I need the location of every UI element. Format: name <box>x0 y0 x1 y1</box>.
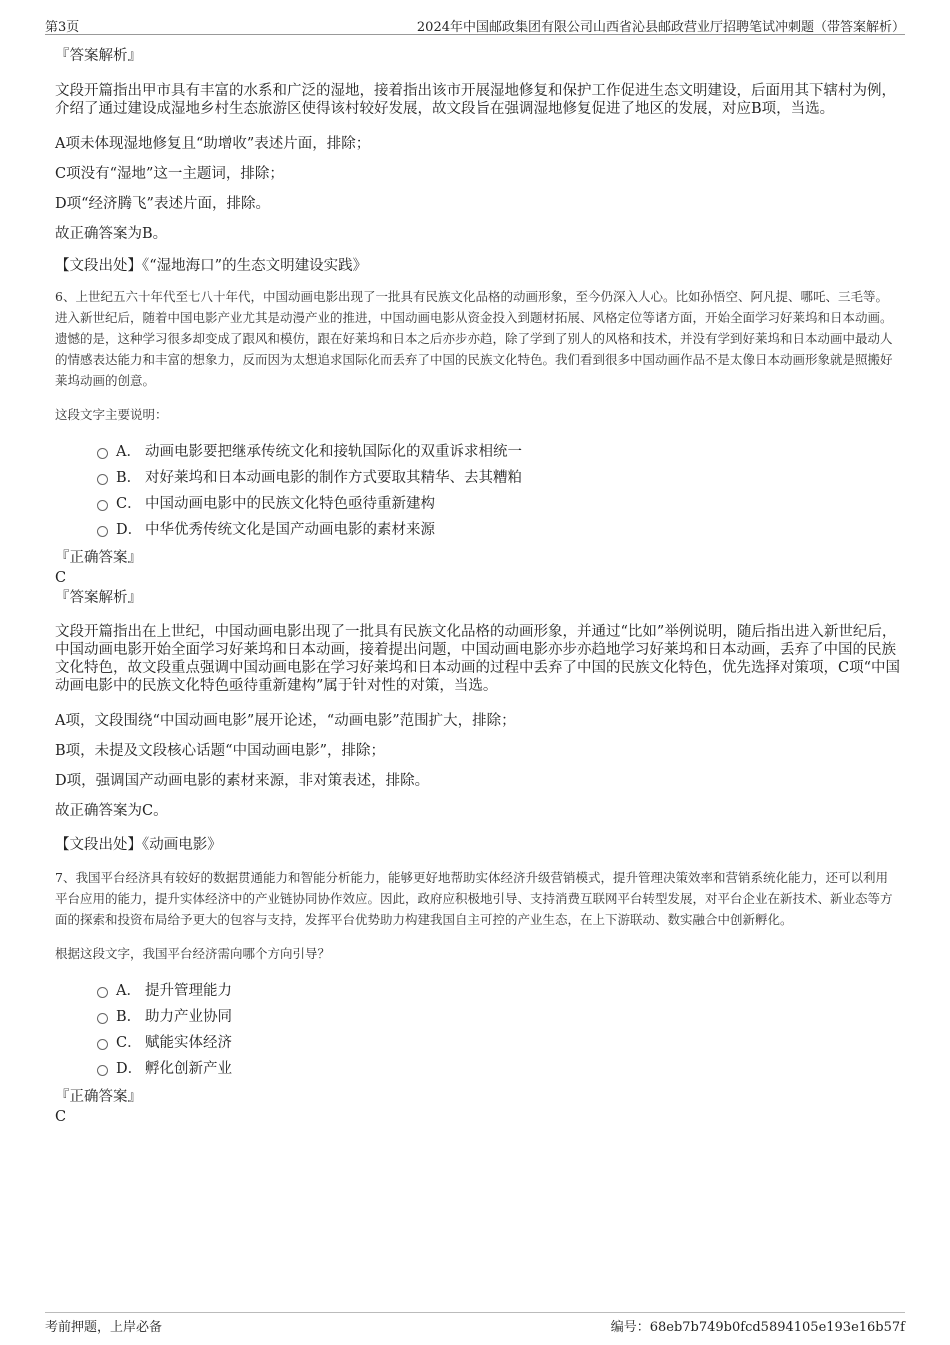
page-content <box>55 42 900 1126</box>
q6-option-b[interactable] <box>55 465 900 491</box>
q6-option-a-note: A项，文段围绕“中国动画电影”展开论述，“动画电影”范围扩大，排除； <box>55 713 516 729</box>
q6-options <box>55 439 900 543</box>
option-letter: C． <box>116 496 142 512</box>
q6-option-c[interactable] <box>55 491 900 517</box>
option-letter: A． <box>116 983 141 999</box>
page-footer <box>45 1312 905 1335</box>
option-text: 提升管理能力 <box>145 983 232 999</box>
radio-icon[interactable] <box>97 1065 108 1076</box>
q6-analysis: 文段开篇指出在上世纪，中国动画电影出现了一批具有民族文化品格的动画形象，并通过“比如”举例说明，随后指出进入新世纪后，中国动画电影开始全面学习好莱坞和日本动画，接着提出问题，中国动画电影亦步亦趋地学习好莱坞和日本动画，丢弃了中国的民族文化特色，故文段重点强调中国动画电影在学习好莱坞和日本动画的过程中丢弃了中国的民族文化特色，优先选择对策项，C项“中国动画电影中的民族文化特色亟待重新建构”属于针对性的对策，当选。 <box>55 624 901 694</box>
q7-option-a[interactable] <box>55 978 900 1004</box>
q6-option-a[interactable] <box>55 439 900 465</box>
q6-answer-label: 『正确答案』 <box>55 550 142 566</box>
q7-option-d[interactable] <box>55 1056 900 1082</box>
radio-icon[interactable] <box>97 1039 108 1050</box>
q6-option-d[interactable] <box>55 517 900 543</box>
q6-option-b-note: B项，未提及文段核心话题“中国动画电影”，排除； <box>55 743 385 759</box>
q5-option-d-note: D项“经济腾飞”表述片面，排除。 <box>55 196 270 212</box>
option-text: 孵化创新产业 <box>145 1061 232 1077</box>
option-text: 对好莱坞和日本动画电影的制作方式要取其精华、去其糟粕 <box>145 470 522 486</box>
option-text: 赋能实体经济 <box>145 1035 232 1051</box>
document-title: 2024年中国邮政集团有限公司山西省沁县邮政营业厅招聘笔试冲刺题（带答案解析） <box>416 20 905 35</box>
option-letter: A． <box>116 444 141 460</box>
option-text: 中华优秀传统文化是国产动画电影的素材来源 <box>145 522 435 538</box>
radio-icon[interactable] <box>97 526 108 537</box>
q7-option-b[interactable] <box>55 1004 900 1030</box>
radio-icon[interactable] <box>97 987 108 998</box>
q5-source: 【文段出处】《“湿地海口”的生态文明建设实践》 <box>55 258 368 274</box>
q7-options <box>55 978 900 1082</box>
q6-stem: 6、上世纪五六十年代至七八十年代，中国动画电影出现了一批具有民族文化品格的动画形象，至今仍深入人心。比如孙悟空、阿凡提、哪吒、三毛等。进入新世纪后，随着中国电影产业尤其是动漫产业的推进，中国动画电影从资金投入到题材拓展、风格定位等诸方面，开始全面学习好莱坞和日本动画。遗憾的是，这种学习很多却变成了跟风和模仿，跟在好莱坞和日本之后亦步亦趋，除了学到了别人的风格和技术，并没有学到好莱坞和日本动画中最动人的情感表达能力和丰富的想象力，反而因为太想追求国际化而丢弃了中国的民族文化特色。我们看到很多中国动画作品不是太像日本动画形象就是照搬好莱坞动画的创意。 <box>55 289 893 388</box>
q5-option-a-note: A项未体现湿地修复且“助增收”表述片面，排除； <box>55 136 371 152</box>
q6-source: 【文段出处】《动画电影》 <box>55 837 222 853</box>
q6-answer: C <box>55 570 67 586</box>
q5-analysis: 文段开篇指出甲市具有丰富的水系和广泛的湿地，接着指出该市开展湿地修复和保护工作促进生态文明建设，后面用其下辖村为例，介绍了通过建设成湿地乡村生态旅游区使得该村较好发展，故文段旨在强调湿地修复促进了地区的发展，对应B项，当选。 <box>55 83 896 117</box>
q6-conclusion: 故正确答案为C。 <box>55 803 168 819</box>
option-letter: C． <box>116 1035 142 1051</box>
q6-option-d-note: D项，强调国产动画电影的素材来源，非对策表述，排除。 <box>55 773 430 789</box>
q7-answer-label: 『正确答案』 <box>55 1089 142 1105</box>
radio-icon[interactable] <box>97 1013 108 1024</box>
page-number: 第3页 <box>45 20 80 35</box>
option-letter: B． <box>116 1009 142 1025</box>
q7-option-c[interactable] <box>55 1030 900 1056</box>
option-text: 动画电影要把继承传统文化和接轨国际化的双重诉求相统一 <box>145 444 522 460</box>
page-header <box>45 14 905 35</box>
q6-question: 这段文字主要说明： <box>55 407 168 422</box>
q7-answer: C <box>55 1109 67 1125</box>
q6-analysis-label: 『答案解析』 <box>55 590 142 606</box>
footer-slogan: 考前押题，上岸必备 <box>45 1320 163 1335</box>
q7-stem: 7、我国平台经济具有较好的数据贯通能力和智能分析能力，能够更好地帮助实体经济升级营销模式，提升管理决策效率和营销系统化能力，还可以利用平台应用的能力，提升实体经济中的产业链协同协作效应。因此，政府应积极地引导、支持消费互联网平台转型发展，对平台企业在新技术、新业态等方面的探索和投资布局给予更大的包容与支持，发挥平台优势助力构建我国自主可控的产业生态，在上下游联动、数实融合中创新孵化。 <box>55 870 893 927</box>
option-text: 中国动画电影中的民族文化特色亟待重新建构 <box>145 496 435 512</box>
q5-conclusion: 故正确答案为B。 <box>55 226 168 242</box>
q5-analysis-label: 『答案解析』 <box>55 48 142 64</box>
q5-option-c-note: C项没有“湿地”这一主题词，排除； <box>55 166 284 182</box>
radio-icon[interactable] <box>97 448 108 459</box>
option-letter: D． <box>116 1061 143 1077</box>
q7-question: 根据这段文字，我国平台经济需向哪个方向引导？ <box>55 946 331 961</box>
option-letter: D． <box>116 522 143 538</box>
option-text: 助力产业协同 <box>145 1009 232 1025</box>
document-id: 编号：68eb7b749b0fcd5894105e193e16b57f <box>610 1320 905 1335</box>
option-letter: B． <box>116 470 142 486</box>
radio-icon[interactable] <box>97 500 108 511</box>
radio-icon[interactable] <box>97 474 108 485</box>
